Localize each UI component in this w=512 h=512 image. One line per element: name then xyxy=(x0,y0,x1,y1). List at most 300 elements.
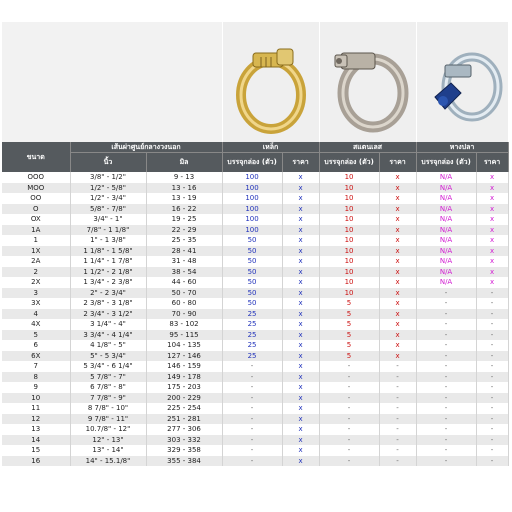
cell-size: 3X xyxy=(2,298,70,309)
cell-stainless-qty: 10 xyxy=(319,277,379,288)
cell-stainless-price: - xyxy=(379,445,416,456)
cell-stainless-qty: 5 xyxy=(319,340,379,351)
table-row xyxy=(2,193,508,204)
cell-fish-qty: N/A xyxy=(416,235,476,246)
image-header-blank xyxy=(2,22,222,142)
cell-fish-price: - xyxy=(476,288,508,299)
cell-mm: 303 - 332 xyxy=(146,435,222,446)
cell-inch: 13" - 14" xyxy=(70,445,146,456)
cell-stainless-price: - xyxy=(379,393,416,404)
cell-mm: 25 - 35 xyxy=(146,235,222,246)
cell-mm: 104 - 135 xyxy=(146,340,222,351)
cell-steel-price: x xyxy=(282,246,319,257)
cell-mm: 83 - 102 xyxy=(146,319,222,330)
cell-steel-price: x xyxy=(282,288,319,299)
cell-fish-price: x xyxy=(476,214,508,225)
stainless-box-qty-header: บรรจุกล่อง (ตัว) xyxy=(319,153,379,173)
cell-fish-price: - xyxy=(476,372,508,383)
cell-inch: 1/2" - 5/8" xyxy=(70,183,146,194)
cell-inch: 3 1/4" - 4" xyxy=(70,319,146,330)
cell-size: 2A xyxy=(2,256,70,267)
cell-mm: 44 - 60 xyxy=(146,277,222,288)
cell-mm: 127 - 146 xyxy=(146,351,222,362)
table-row xyxy=(2,351,508,362)
cell-steel-qty: 25 xyxy=(222,319,282,330)
table-row xyxy=(2,298,508,309)
cell-fish-qty: - xyxy=(416,351,476,362)
cell-stainless-price: x xyxy=(379,267,416,278)
cell-stainless-price: - xyxy=(379,361,416,372)
cell-fish-price: - xyxy=(476,424,508,435)
fish-clamp-image xyxy=(416,22,508,142)
steel-price-header: ราคา xyxy=(282,153,319,173)
cell-size: 4 xyxy=(2,309,70,320)
clamp-size-table xyxy=(2,22,509,466)
cell-fish-qty: - xyxy=(416,382,476,393)
cell-stainless-qty: 10 xyxy=(319,235,379,246)
cell-stainless-qty: 10 xyxy=(319,172,379,183)
cell-inch: 1" - 1 3/8" xyxy=(70,235,146,246)
table-row xyxy=(2,456,508,467)
cell-stainless-qty: - xyxy=(319,393,379,404)
cell-stainless-price: - xyxy=(379,424,416,435)
cell-mm: 28 - 41 xyxy=(146,246,222,257)
cell-size: 1 xyxy=(2,235,70,246)
cell-steel-qty: - xyxy=(222,382,282,393)
cell-size: 13 xyxy=(2,424,70,435)
cell-size: O xyxy=(2,204,70,215)
cell-stainless-price: x xyxy=(379,214,416,225)
cell-steel-qty: - xyxy=(222,445,282,456)
cell-stainless-qty: 5 xyxy=(319,351,379,362)
stainless-clamp-image xyxy=(319,22,416,142)
table-row xyxy=(2,372,508,383)
cell-stainless-qty: 5 xyxy=(319,330,379,341)
table-row xyxy=(2,414,508,425)
inch-column-header: นิ้ว xyxy=(70,153,146,173)
cell-inch: 2" - 2 3/4" xyxy=(70,288,146,299)
cell-steel-price: x xyxy=(282,414,319,425)
cell-steel-price: x xyxy=(282,424,319,435)
cell-steel-price: x xyxy=(282,225,319,236)
cell-fish-price: x xyxy=(476,193,508,204)
cell-mm: 175 - 203 xyxy=(146,382,222,393)
cell-steel-price: x xyxy=(282,340,319,351)
cell-steel-qty: - xyxy=(222,372,282,383)
cell-fish-price: x xyxy=(476,267,508,278)
cell-steel-qty: 100 xyxy=(222,204,282,215)
cell-size: 3 xyxy=(2,288,70,299)
cell-steel-price: x xyxy=(282,309,319,320)
cell-fish-qty: - xyxy=(416,414,476,425)
cell-stainless-qty: 10 xyxy=(319,193,379,204)
cell-fish-qty: N/A xyxy=(416,172,476,183)
cell-fish-qty: - xyxy=(416,288,476,299)
cell-size: 10 xyxy=(2,393,70,404)
cell-fish-price: x xyxy=(476,172,508,183)
cell-mm: 225 - 254 xyxy=(146,403,222,414)
cell-inch: 3 3/4" - 4 1/4" xyxy=(70,330,146,341)
cell-fish-price: - xyxy=(476,435,508,446)
cell-fish-qty: N/A xyxy=(416,256,476,267)
cell-mm: 13 - 16 xyxy=(146,183,222,194)
cell-stainless-price: - xyxy=(379,372,416,383)
table-row xyxy=(2,225,508,236)
table-row xyxy=(2,424,508,435)
cell-size: MOO xyxy=(2,183,70,194)
cell-fish-qty: - xyxy=(416,361,476,372)
cell-inch: 1/2" - 3/4" xyxy=(70,193,146,204)
table-row xyxy=(2,204,508,215)
cell-steel-price: x xyxy=(282,319,319,330)
cell-stainless-qty: - xyxy=(319,435,379,446)
cell-stainless-price: x xyxy=(379,351,416,362)
cell-mm: 200 - 229 xyxy=(146,393,222,404)
cell-steel-price: x xyxy=(282,172,319,183)
cell-steel-price: x xyxy=(282,393,319,404)
cell-steel-price: x xyxy=(282,256,319,267)
cell-mm: 9 - 13 xyxy=(146,172,222,183)
cell-steel-price: x xyxy=(282,277,319,288)
cell-steel-qty: 25 xyxy=(222,309,282,320)
cell-inch: 5 3/4" - 6 1/4" xyxy=(70,361,146,372)
table-row xyxy=(2,246,508,257)
cell-steel-qty: - xyxy=(222,393,282,404)
cell-stainless-qty: - xyxy=(319,382,379,393)
cell-stainless-price: x xyxy=(379,246,416,257)
cell-size: 1A xyxy=(2,225,70,236)
cell-fish-qty: - xyxy=(416,393,476,404)
cell-fish-qty: - xyxy=(416,309,476,320)
cell-steel-price: x xyxy=(282,298,319,309)
table-row xyxy=(2,330,508,341)
cell-steel-price: x xyxy=(282,204,319,215)
cell-stainless-price: x xyxy=(379,340,416,351)
fish-group-header: หางปลา xyxy=(416,142,508,153)
cell-fish-price: x xyxy=(476,183,508,194)
cell-fish-price: x xyxy=(476,204,508,215)
cell-stainless-price: x xyxy=(379,330,416,341)
steel-box-qty-header: บรรจุกล่อง (ตัว) xyxy=(222,153,282,173)
cell-size: 14 xyxy=(2,435,70,446)
cell-fish-price: - xyxy=(476,340,508,351)
cell-stainless-price: x xyxy=(379,235,416,246)
cell-stainless-qty: 10 xyxy=(319,256,379,267)
table-row xyxy=(2,183,508,194)
table-row xyxy=(2,403,508,414)
fish-box-qty-header: บรรจุกล่อง (ตัว) xyxy=(416,153,476,173)
cell-mm: 277 - 306 xyxy=(146,424,222,435)
cell-fish-price: - xyxy=(476,309,508,320)
cell-fish-qty: N/A xyxy=(416,214,476,225)
cell-fish-price: x xyxy=(476,225,508,236)
cell-mm: 19 - 25 xyxy=(146,214,222,225)
table-row xyxy=(2,267,508,278)
cell-fish-price: - xyxy=(476,382,508,393)
cell-stainless-price: x xyxy=(379,193,416,204)
cell-fish-qty: - xyxy=(416,435,476,446)
cell-steel-qty: - xyxy=(222,424,282,435)
cell-size: 2X xyxy=(2,277,70,288)
cell-steel-price: x xyxy=(282,403,319,414)
cell-inch: 1 3/4" - 2 3/8" xyxy=(70,277,146,288)
cell-steel-price: x xyxy=(282,372,319,383)
cell-fish-price: - xyxy=(476,330,508,341)
cell-inch: 14" - 15.1/8" xyxy=(70,456,146,467)
cell-stainless-price: - xyxy=(379,382,416,393)
cell-stainless-qty: 5 xyxy=(319,319,379,330)
cell-steel-qty: 50 xyxy=(222,277,282,288)
cell-steel-qty: - xyxy=(222,403,282,414)
cell-inch: 9 7/8" - 11" xyxy=(70,414,146,425)
cell-fish-price: - xyxy=(476,298,508,309)
cell-stainless-price: - xyxy=(379,456,416,467)
cell-stainless-qty: - xyxy=(319,445,379,456)
cell-size: OOO xyxy=(2,172,70,183)
cell-inch: 12" - 13" xyxy=(70,435,146,446)
cell-fish-qty: N/A xyxy=(416,246,476,257)
cell-inch: 3/8" - 1/2" xyxy=(70,172,146,183)
cell-steel-qty: - xyxy=(222,361,282,372)
cell-size: OX xyxy=(2,214,70,225)
cell-steel-price: x xyxy=(282,214,319,225)
cell-fish-price: x xyxy=(476,246,508,257)
mm-column-header: มิล xyxy=(146,153,222,173)
cell-size: 6X xyxy=(2,351,70,362)
cell-steel-qty: 50 xyxy=(222,246,282,257)
cell-stainless-price: - xyxy=(379,403,416,414)
cell-steel-qty: 50 xyxy=(222,235,282,246)
cell-steel-qty: 25 xyxy=(222,351,282,362)
cell-mm: 355 - 384 xyxy=(146,456,222,467)
cell-fish-qty: N/A xyxy=(416,183,476,194)
table-body xyxy=(2,172,508,466)
cell-steel-qty: 100 xyxy=(222,214,282,225)
cell-mm: 16 - 22 xyxy=(146,204,222,215)
cell-fish-price: - xyxy=(476,445,508,456)
cell-steel-price: x xyxy=(282,445,319,456)
cell-fish-price: x xyxy=(476,277,508,288)
cell-fish-qty: - xyxy=(416,298,476,309)
brass-hose-clamp-icon xyxy=(231,27,311,137)
cell-stainless-qty: - xyxy=(319,414,379,425)
cell-stainless-price: x xyxy=(379,172,416,183)
cell-fish-qty: N/A xyxy=(416,225,476,236)
cell-stainless-qty: 5 xyxy=(319,309,379,320)
cell-steel-qty: 50 xyxy=(222,267,282,278)
table-row xyxy=(2,319,508,330)
cell-steel-qty: 100 xyxy=(222,225,282,236)
cell-size: 9 xyxy=(2,382,70,393)
table-row xyxy=(2,256,508,267)
cell-stainless-price: x xyxy=(379,277,416,288)
cell-size: 7 xyxy=(2,361,70,372)
cell-fish-qty: - xyxy=(416,403,476,414)
cell-inch: 1 1/2" - 2 1/8" xyxy=(70,267,146,278)
cell-size: 6 xyxy=(2,340,70,351)
cell-fish-qty: - xyxy=(416,372,476,383)
cell-size: OO xyxy=(2,193,70,204)
cell-size: 12 xyxy=(2,414,70,425)
cell-fish-qty: - xyxy=(416,445,476,456)
table-row xyxy=(2,393,508,404)
cell-steel-qty: 50 xyxy=(222,298,282,309)
cell-fish-qty: N/A xyxy=(416,267,476,278)
cell-steel-price: x xyxy=(282,351,319,362)
cell-steel-price: x xyxy=(282,435,319,446)
cell-fish-price: - xyxy=(476,351,508,362)
cell-fish-price: - xyxy=(476,456,508,467)
cell-steel-price: x xyxy=(282,267,319,278)
cell-inch: 6 7/8" - 8" xyxy=(70,382,146,393)
cell-stainless-price: x xyxy=(379,288,416,299)
cell-fish-qty: N/A xyxy=(416,277,476,288)
cell-fish-qty: - xyxy=(416,456,476,467)
cell-inch: 2 3/8" - 3 1/8" xyxy=(70,298,146,309)
cell-stainless-qty: - xyxy=(319,403,379,414)
cell-steel-price: x xyxy=(282,456,319,467)
cell-fish-price: - xyxy=(476,361,508,372)
stainless-hose-clamp-icon xyxy=(323,27,413,137)
cell-steel-qty: - xyxy=(222,414,282,425)
cell-mm: 146 - 159 xyxy=(146,361,222,372)
table-row xyxy=(2,235,508,246)
cell-inch: 1 1/8" - 1 5/8" xyxy=(70,246,146,257)
cell-steel-qty: 100 xyxy=(222,172,282,183)
table-row xyxy=(2,435,508,446)
cell-stainless-price: x xyxy=(379,309,416,320)
cell-fish-qty: - xyxy=(416,330,476,341)
cell-steel-price: x xyxy=(282,330,319,341)
diameter-group-header: เส้นผ่าศูนย์กลางวงนอก xyxy=(70,142,222,153)
cell-size: 15 xyxy=(2,445,70,456)
cell-stainless-qty: 10 xyxy=(319,267,379,278)
cell-stainless-qty: 10 xyxy=(319,204,379,215)
cell-steel-price: x xyxy=(282,193,319,204)
cell-steel-price: x xyxy=(282,382,319,393)
cell-mm: 149 - 178 xyxy=(146,372,222,383)
cell-mm: 95 - 115 xyxy=(146,330,222,341)
cell-size: 5 xyxy=(2,330,70,341)
table-row xyxy=(2,382,508,393)
cell-size: 8 xyxy=(2,372,70,383)
thumbscrew-hose-clamp-icon xyxy=(417,27,507,137)
table-row xyxy=(2,309,508,320)
cell-steel-qty: 50 xyxy=(222,288,282,299)
cell-fish-qty: N/A xyxy=(416,204,476,215)
cell-steel-price: x xyxy=(282,183,319,194)
cell-mm: 13 - 19 xyxy=(146,193,222,204)
cell-size: 4X xyxy=(2,319,70,330)
cell-stainless-qty: - xyxy=(319,456,379,467)
cell-fish-price: - xyxy=(476,393,508,404)
cell-steel-qty: 25 xyxy=(222,330,282,341)
cell-steel-price: x xyxy=(282,361,319,372)
cell-inch: 5" - 5 3/4" xyxy=(70,351,146,362)
fish-price-header: ราคา xyxy=(476,153,508,173)
cell-size: 11 xyxy=(2,403,70,414)
cell-inch: 1 1/4" - 1 7/8" xyxy=(70,256,146,267)
cell-stainless-qty: 10 xyxy=(319,225,379,236)
cell-steel-qty: 25 xyxy=(222,340,282,351)
cell-stainless-price: x xyxy=(379,298,416,309)
table-row xyxy=(2,445,508,456)
size-column-header: ขนาด xyxy=(2,142,70,172)
cell-inch: 10.7/8" - 12" xyxy=(70,424,146,435)
cell-inch: 5 7/8" - 7" xyxy=(70,372,146,383)
steel-group-header: เหล็ก xyxy=(222,142,319,153)
clamp-size-table-container xyxy=(2,22,508,490)
cell-stainless-price: x xyxy=(379,225,416,236)
cell-stainless-price: - xyxy=(379,414,416,425)
cell-inch: 4 1/8" - 5" xyxy=(70,340,146,351)
cell-mm: 329 - 358 xyxy=(146,445,222,456)
cell-stainless-price: x xyxy=(379,256,416,267)
cell-fish-qty: - xyxy=(416,424,476,435)
cell-fish-price: x xyxy=(476,235,508,246)
cell-size: 2 xyxy=(2,267,70,278)
cell-fish-qty: - xyxy=(416,319,476,330)
cell-inch: 3/4" - 1" xyxy=(70,214,146,225)
cell-mm: 60 - 80 xyxy=(146,298,222,309)
cell-stainless-qty: 10 xyxy=(319,183,379,194)
cell-stainless-price: - xyxy=(379,435,416,446)
cell-mm: 31 - 48 xyxy=(146,256,222,267)
cell-fish-price: - xyxy=(476,403,508,414)
cell-steel-qty: 50 xyxy=(222,256,282,267)
stainless-price-header: ราคา xyxy=(379,153,416,173)
cell-stainless-price: x xyxy=(379,319,416,330)
table-row xyxy=(2,277,508,288)
cell-fish-price: x xyxy=(476,256,508,267)
cell-stainless-qty: - xyxy=(319,372,379,383)
cell-mm: 251 - 281 xyxy=(146,414,222,425)
cell-mm: 50 - 70 xyxy=(146,288,222,299)
cell-steel-qty: - xyxy=(222,456,282,467)
cell-steel-qty: 100 xyxy=(222,183,282,194)
cell-steel-price: x xyxy=(282,235,319,246)
cell-stainless-qty: 5 xyxy=(319,298,379,309)
cell-fish-price: - xyxy=(476,414,508,425)
stainless-group-header: สแตนเลส xyxy=(319,142,416,153)
cell-inch: 8 7/8" - 10" xyxy=(70,403,146,414)
table-row xyxy=(2,214,508,225)
cell-mm: 38 - 54 xyxy=(146,267,222,278)
cell-fish-qty: N/A xyxy=(416,193,476,204)
table-row xyxy=(2,361,508,372)
cell-stainless-qty: 10 xyxy=(319,288,379,299)
cell-stainless-qty: - xyxy=(319,361,379,372)
cell-size: 1X xyxy=(2,246,70,257)
table-row xyxy=(2,172,508,183)
cell-mm: 70 - 90 xyxy=(146,309,222,320)
cell-mm: 22 - 29 xyxy=(146,225,222,236)
table-row xyxy=(2,340,508,351)
cell-inch: 5/8" - 7/8" xyxy=(70,204,146,215)
cell-inch: 7/8" - 1 1/8" xyxy=(70,225,146,236)
cell-steel-qty: 100 xyxy=(222,193,282,204)
cell-inch: 2 3/4" - 3 1/2" xyxy=(70,309,146,320)
cell-size: 16 xyxy=(2,456,70,467)
cell-stainless-qty: 10 xyxy=(319,246,379,257)
cell-fish-qty: - xyxy=(416,340,476,351)
cell-stainless-qty: - xyxy=(319,424,379,435)
cell-inch: 7 7/8" - 9" xyxy=(70,393,146,404)
cell-steel-qty: - xyxy=(222,435,282,446)
cell-stainless-qty: 10 xyxy=(319,214,379,225)
steel-clamp-image xyxy=(222,22,319,142)
cell-stainless-price: x xyxy=(379,183,416,194)
